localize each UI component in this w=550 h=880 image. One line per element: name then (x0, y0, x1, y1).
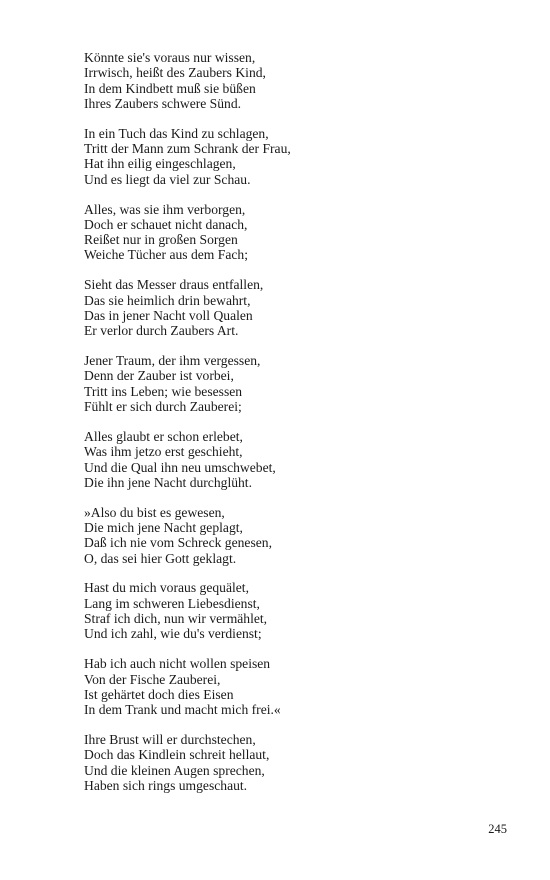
verse-line: Und die kleinen Augen sprechen, (84, 762, 265, 778)
verse-line: Was ihm jetzo erst geschieht, (84, 444, 243, 460)
verse-line: Und ich zahl, wie du's verdienst; (84, 626, 262, 642)
verse-line: Ihre Brust will er durchstechen, (84, 732, 256, 748)
verse-line: Tritt der Mann zum Schrank der Frau, (84, 141, 291, 157)
verse-line: Haben sich rings umgeschaut. (84, 777, 248, 793)
verse-line: Alles glaubt er schon erlebet, (84, 428, 243, 444)
verse-line: Und die Qual ihn neu umschwebet, (84, 459, 276, 475)
verse-line: Alles, was sie ihm verborgen, (84, 201, 246, 217)
verse-line: Doch das Kindlein schreit hellaut, (84, 747, 270, 763)
verse-line: Denn der Zauber ist vorbei, (84, 368, 234, 384)
verse-line: Doch er schauet nicht danach, (84, 216, 248, 232)
verse-line: Ihres Zaubers schwere Sünd. (84, 95, 242, 111)
verse-line: Und es liegt da viel zur Schau. (84, 171, 251, 187)
verse-line: Das sie heimlich drin bewahrt, (84, 292, 251, 308)
verse-line: Weiche Tücher aus dem Fach; (84, 247, 248, 263)
stanza (84, 732, 524, 793)
stanza (84, 353, 524, 414)
verse-line: Hat ihn eilig eingeschlagen, (84, 156, 236, 172)
verse-line: Irrwisch, heißt des Zaubers Kind, (84, 65, 266, 81)
stanza (84, 50, 524, 111)
verse-line: Jener Traum, der ihm vergessen, (84, 353, 261, 369)
verse-line: Reißet nur in großen Sorgen (84, 232, 238, 248)
stanza (84, 126, 524, 187)
verse-line: In ein Tuch das Kind zu schlagen, (84, 125, 269, 141)
verse-line: Die mich jene Nacht geplagt, (84, 519, 243, 535)
verse-line: Von der Fische Zauberei, (84, 671, 221, 687)
verse-line: Sieht das Messer draus entfallen, (84, 277, 264, 293)
verse-line: O, das sei hier Gott geklagt. (84, 550, 237, 566)
stanza (84, 429, 524, 490)
verse-line: Er verlor durch Zaubers Art. (84, 323, 239, 339)
verse-line: In dem Trank und macht mich frei.« (84, 702, 281, 718)
verse-line: Daß ich nie vom Schreck genesen, (84, 535, 272, 551)
verse-line: Das in jener Nacht voll Qualen (84, 307, 253, 323)
verse-line: Tritt ins Leben; wie besessen (84, 383, 243, 399)
verse-line: In dem Kindbett muß sie büßen (84, 80, 256, 96)
verse-line: »Also du bist es gewesen, (84, 504, 225, 520)
stanza (84, 580, 524, 641)
verse-line: Die ihn jene Nacht durchglüht. (84, 474, 252, 490)
stanza (84, 202, 524, 263)
page-number: 245 (488, 822, 507, 836)
verse-line: Lang im schweren Liebesdienst, (84, 595, 260, 611)
verse-line: Hab ich auch nicht wollen speisen (84, 656, 271, 672)
verse-line: Hast du mich voraus gequälet, (84, 580, 249, 596)
verse-line: Ist gehärtet doch dies Eisen (84, 686, 234, 702)
stanza (84, 505, 524, 566)
stanza (84, 277, 524, 338)
verse-line: Könnte sie's voraus nur wissen, (84, 50, 256, 65)
verse-line: Straf ich dich, nun wir vermählet, (84, 611, 268, 627)
stanza (84, 656, 524, 717)
poem (84, 50, 524, 808)
verse-line: Fühlt er sich durch Zauberei; (84, 399, 242, 415)
